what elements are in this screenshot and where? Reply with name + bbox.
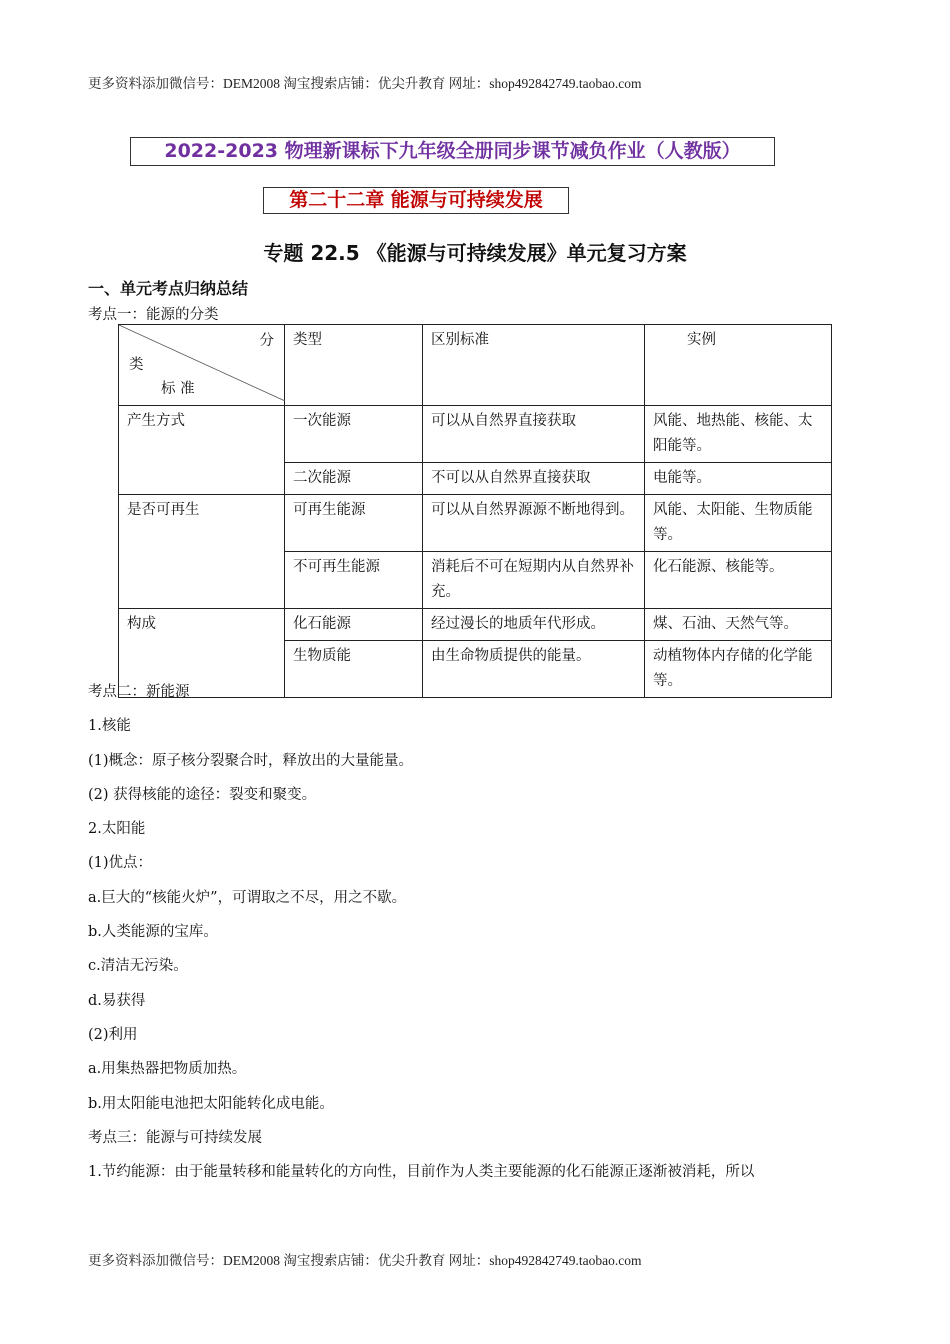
text-line: (1)优点： — [88, 855, 153, 872]
category-cell: 产生方式 — [119, 406, 285, 495]
type-cell: 可再生能源 — [285, 495, 423, 552]
type-cell: 二次能源 — [285, 463, 423, 495]
example-cell: 电能等。 — [645, 463, 832, 495]
category-cell: 是否可再生 — [119, 495, 285, 609]
example-cell: 风能、太阳能、生物质能等。 — [645, 495, 832, 552]
kaodian-heading: 考点二：新能源 — [88, 684, 190, 700]
type-cell: 化石能源 — [285, 609, 423, 641]
example-cell: 煤、石油、天然气等。 — [645, 609, 832, 641]
text-line: a.巨大的“核能火炉”，可谓取之不尽，用之不歇。 — [88, 889, 407, 906]
chapter-title: 第二十二章 能源与可持续发展 — [263, 187, 569, 214]
text-line: b.用太阳能电池把太阳能转化成电能。 — [88, 1095, 334, 1112]
text-line: (2) 获得核能的途径：裂变和聚变。 — [88, 786, 317, 803]
column-header-type: 类型 — [285, 325, 423, 406]
text-line: 2.太阳能 — [88, 821, 146, 838]
table-caption: 考点一：能源的分类 — [88, 307, 219, 323]
text-line: 1.核能 — [88, 718, 131, 735]
text-line: b.人类能源的宝库。 — [88, 924, 218, 941]
diagonal-header-cell — [119, 325, 285, 406]
diag-label-bottom: 标 准 — [161, 381, 195, 397]
standard-cell: 不可以从自然界直接获取 — [423, 463, 645, 495]
text-line: d.易获得 — [88, 992, 146, 1009]
column-header-standard: 区别标准 — [423, 325, 645, 406]
diag-label-top: 分 — [259, 333, 274, 349]
category-cell: 构成 — [119, 609, 285, 698]
text-line: c.清洁无污染。 — [88, 958, 188, 975]
table-row — [119, 609, 832, 641]
text-line: 1.节约能源：由于能量转移和能量转化的方向性，目前作为人类主要能源的化石能源正逐渐被消耗，所以 — [88, 1164, 755, 1181]
diag-label-mid: 类 — [129, 357, 144, 373]
table-row — [119, 406, 832, 463]
type-cell: 一次能源 — [285, 406, 423, 463]
page-header: 更多资料添加微信号：DEM2008 淘宝搜索店铺：优尖升教育 网址：shop492842749.taobao.com — [88, 76, 642, 91]
standard-cell: 消耗后不可在短期内从自然界补充。 — [423, 552, 645, 609]
standard-cell: 可以从自然界源源不断地得到。 — [423, 495, 645, 552]
standard-cell: 可以从自然界直接获取 — [423, 406, 645, 463]
standard-cell: 由生命物质提供的能量。 — [423, 641, 645, 698]
kaodian-heading: 考点三：能源与可持续发展 — [88, 1129, 262, 1146]
type-cell: 不可再生能源 — [285, 552, 423, 609]
text-line: a.用集热器把物质加热。 — [88, 1061, 247, 1078]
column-header-example: 实例 — [645, 325, 832, 406]
topic-subtitle: 专题 22.5 《能源与可持续发展》单元复习方案 — [263, 241, 687, 265]
table-header-row — [119, 325, 832, 406]
body-text — [88, 680, 878, 1194]
table-row — [119, 495, 832, 552]
standard-cell: 经过漫长的地质年代形成。 — [423, 609, 645, 641]
example-cell: 风能、地热能、核能、太阳能等。 — [645, 406, 832, 463]
energy-classification-table — [118, 324, 832, 698]
type-cell: 生物质能 — [285, 641, 423, 698]
example-cell: 动植物体内存储的化学能等。 — [645, 641, 832, 698]
text-line: (2)利用 — [88, 1026, 138, 1043]
section-heading: 一、单元考点归纳总结 — [88, 279, 249, 298]
example-cell: 化石能源、核能等。 — [645, 552, 832, 609]
text-line: (1)概念：原子核分裂聚合时，释放出的大量能量。 — [88, 752, 414, 769]
document-title: 2022-2023 物理新课标下九年级全册同步课节减负作业（人教版） — [130, 137, 775, 166]
page-footer: 更多资料添加微信号：DEM2008 淘宝搜索店铺：优尖升教育 网址：shop492842749.taobao.com — [88, 1253, 642, 1268]
